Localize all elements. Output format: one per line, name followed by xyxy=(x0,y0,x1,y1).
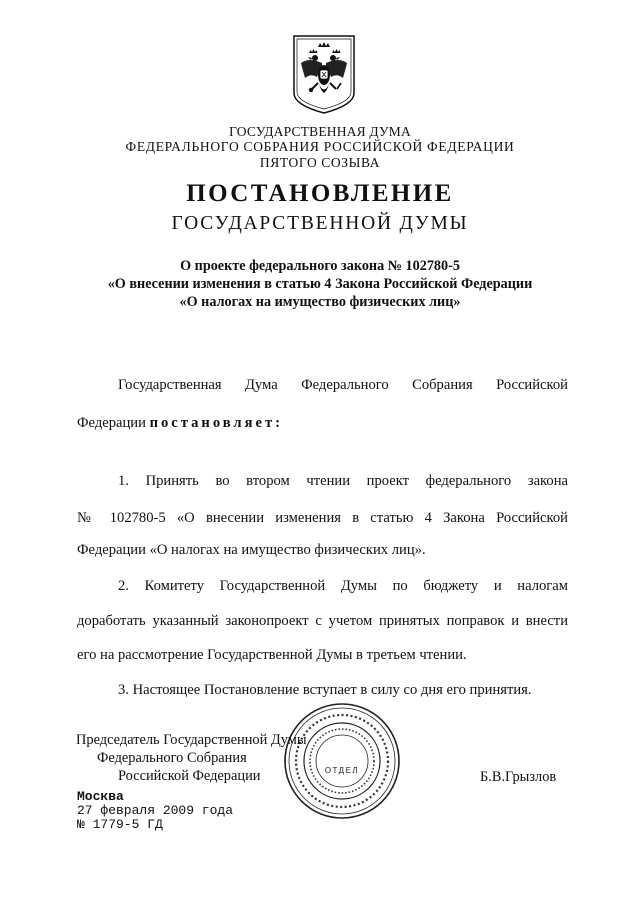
intro-line-2 xyxy=(77,414,283,432)
document-title: ПОСТАНОВЛЕНИЕ xyxy=(186,180,454,207)
header-line-duma: ГОСУДАРСТВЕННАЯ ДУМА xyxy=(229,124,411,139)
paragraph-1-line-2: № 102780-5 «О внесении изменения в статью 4 Закона Российской xyxy=(77,510,568,526)
paragraph-2-line-1: 2. Комитету Государственной Думы по бюджету и налогам xyxy=(118,578,568,594)
paragraph-3: 3. Настоящее Постановление вступает в силу со дня его принятия. xyxy=(118,682,532,698)
subject-line-2: «О внесении изменения в статью 4 Закона Российской Федерации xyxy=(107,276,533,292)
signatory-name: Б.В.Грызлов xyxy=(480,769,557,785)
coat-of-arms-icon xyxy=(291,33,357,115)
header-line-federal-assembly: ФЕДЕРАЛЬНОГО СОБРАНИЯ РОССИЙСКОЙ ФЕДЕРАЦИИ xyxy=(125,139,515,154)
stamp-center-text: ОТДЕЛ xyxy=(324,766,360,775)
subject-line-1: О проекте федерального закона № 102780-5 xyxy=(180,258,460,274)
resolves-verb: постановляет: xyxy=(149,415,284,431)
resolution-number: № 1779-5 ГД xyxy=(77,817,163,832)
paragraph-1-line-3: Федерации «О налогах на имущество физических лиц». xyxy=(77,542,426,558)
stamp-seal-icon xyxy=(282,701,402,821)
intro-line-1: Государственная Дума Федерального Собрания Российской xyxy=(118,377,568,393)
paragraph-1-line-1: 1. Принять во втором чтении проект федерального закона xyxy=(118,473,568,489)
header-line-convocation: ПЯТОГО СОЗЫВА xyxy=(259,155,381,170)
subject-line-3: «О налогах на имущество физических лиц» xyxy=(179,294,461,310)
signatory-title-line-2: Федерального Собрания xyxy=(97,750,247,766)
paragraph-2-line-3: его на рассмотрение Государственной Думы в третьем чтении. xyxy=(77,647,467,663)
signatory-title-line-3: Российской Федерации xyxy=(118,768,261,784)
paragraph-2-line-2: доработать указанный законопроект с учетом принятых поправок и внести xyxy=(77,613,568,629)
document-subtitle: ГОСУДАРСТВЕННОЙ ДУМЫ xyxy=(171,213,469,234)
place-of-adoption: Москва xyxy=(77,789,124,804)
signatory-title-line-1: Председатель Государственной Думы xyxy=(76,732,307,748)
intro-prefix: Федерации xyxy=(77,415,150,431)
date-of-adoption: 27 февраля 2009 года xyxy=(77,803,234,818)
